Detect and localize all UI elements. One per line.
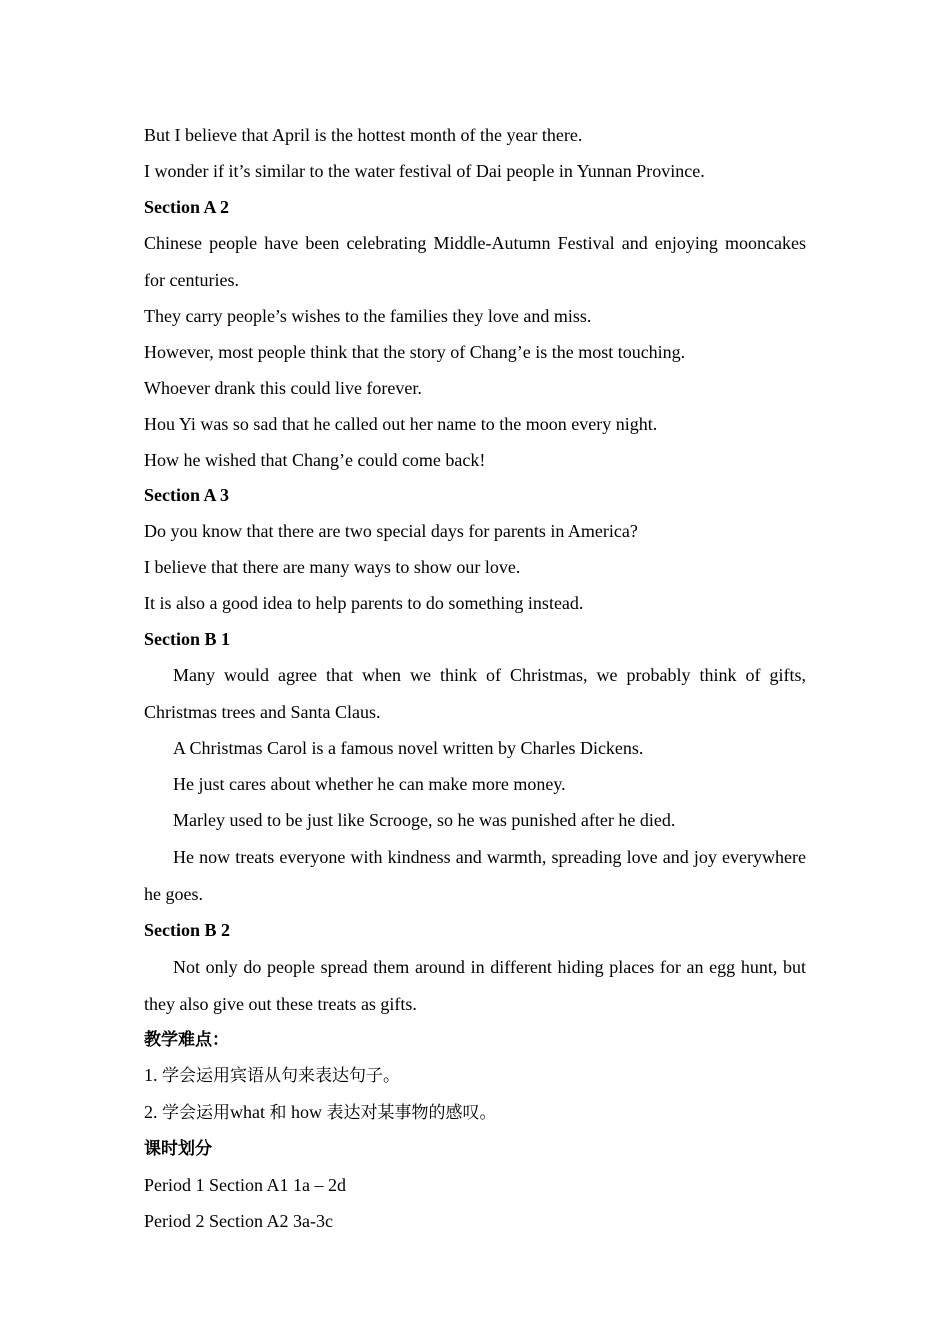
item-text: 和 bbox=[269, 1103, 287, 1124]
paragraph-line: He just cares about whether he can make more money. bbox=[173, 774, 566, 795]
item-text: 表达对某事物的感叹。 bbox=[326, 1103, 497, 1124]
paragraph-line: A Christmas Carol is a famous novel written by Charles Dickens. bbox=[173, 738, 644, 759]
item-text: 学会运用 bbox=[162, 1103, 230, 1124]
difficulties-heading: 教学难点： bbox=[144, 1029, 229, 1050]
paragraph-line: It is also a good idea to help parents to do something instead. bbox=[144, 592, 584, 613]
paragraph-line: I wonder if it’s similar to the water festival of Dai people in Yunnan Province. bbox=[144, 160, 705, 181]
paragraph-line: Not only do people spread them around in different hiding places for an egg hunt, but they also give out these treats as gifts. bbox=[144, 956, 806, 1014]
paragraph-line: Many would agree that when we think of Christmas, we probably think of gifts, Christmas trees and Santa Claus. bbox=[144, 665, 806, 723]
item-text: how bbox=[291, 1102, 322, 1123]
item-number: 2. bbox=[144, 1102, 158, 1123]
paragraph-line: How he wished that Chang’e could come back! bbox=[144, 449, 486, 470]
paragraph-line: Chinese people have been celebrating Middle-Autumn Festival and enjoying mooncakes for centuries. bbox=[144, 233, 806, 291]
difficulty-item bbox=[144, 1095, 806, 1132]
paragraph-line: But I believe that April is the hottest month of the year there. bbox=[144, 125, 583, 145]
paragraph-line: They carry people’s wishes to the families they love and miss. bbox=[144, 306, 592, 327]
period-line: Period 2 Section A2 3a-3c bbox=[144, 1210, 333, 1231]
item-number: 1. bbox=[144, 1065, 158, 1086]
paragraph-line: Hou Yi was so sad that he called out her name to the moon every night. bbox=[144, 413, 658, 434]
section-heading-b1: Section B 1 bbox=[144, 628, 231, 649]
section-heading-a2: Section A 2 bbox=[144, 196, 230, 217]
paragraph-line: Do you know that there are two special days for parents in America? bbox=[144, 521, 638, 542]
period-line: Period 1 Section A1 1a – 2d bbox=[144, 1174, 346, 1195]
paragraph-line: Whoever drank this could live forever. bbox=[144, 377, 422, 398]
paragraph-line: He now treats everyone with kindness and warmth, spreading love and joy everywhere he goes. bbox=[144, 846, 806, 904]
section-heading-b2: Section B 2 bbox=[144, 919, 231, 940]
difficulty-item bbox=[144, 1058, 806, 1095]
document-page bbox=[144, 118, 806, 1239]
paragraph-line: However, most people think that the story of Chang’e is the most touching. bbox=[144, 342, 686, 363]
item-text: 学会运用宾语从句来表达句子。 bbox=[162, 1066, 400, 1087]
paragraph-line: I believe that there are many ways to show our love. bbox=[144, 556, 521, 577]
paragraph-line: Marley used to be just like Scrooge, so he was punished after he died. bbox=[173, 809, 676, 830]
periods-heading: 课时划分 bbox=[144, 1138, 212, 1159]
item-text: what bbox=[230, 1102, 265, 1123]
section-heading-a3: Section A 3 bbox=[144, 485, 230, 506]
